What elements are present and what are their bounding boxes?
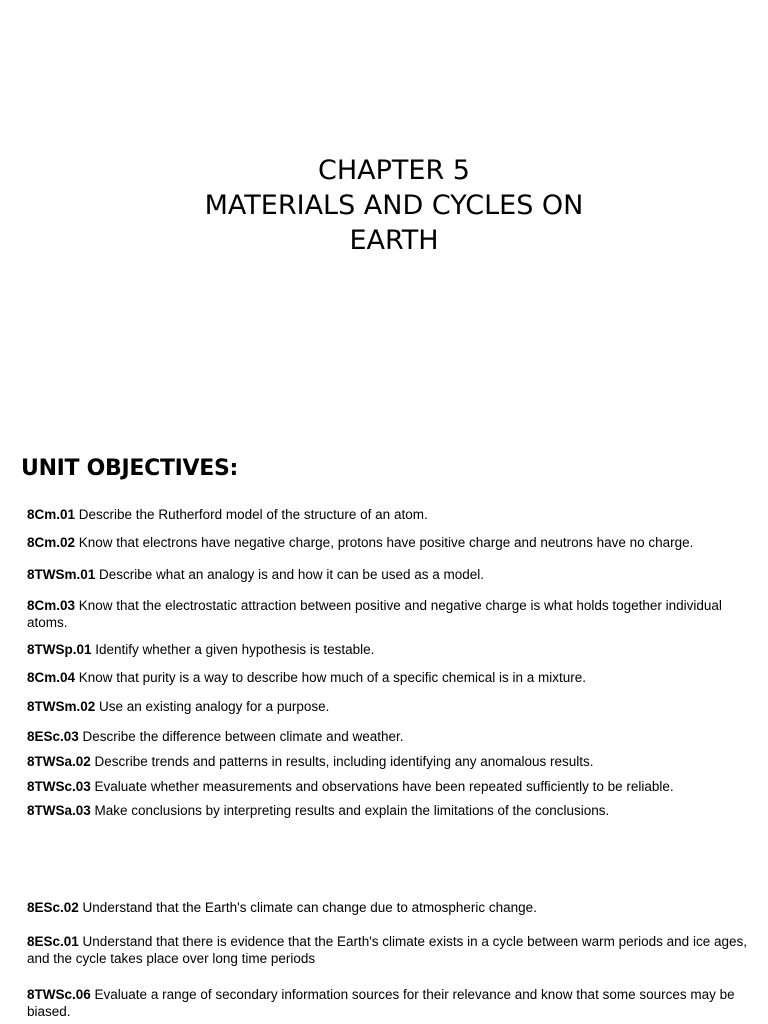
objective-code: 8Cm.01	[27, 507, 76, 522]
unit-objectives-heading: UNIT OBJECTIVES:	[21, 456, 239, 481]
objective-text: Describe what an analogy is and how it can be used as a model.	[95, 567, 485, 582]
objective-code: 8TWSm.02	[27, 699, 96, 714]
objective-code: 8TWSp.01	[27, 642, 92, 657]
objective-item	[27, 899, 749, 916]
objective-code: 8TWSc.06	[27, 987, 91, 1002]
objective-code: 8Cm.02	[27, 535, 76, 550]
objective-text: Describe the Rutherford model of the structure of an atom.	[75, 507, 428, 522]
objective-item	[27, 753, 749, 770]
objective-item	[27, 534, 749, 551]
objective-item	[27, 986, 749, 1020]
chapter-title-line-2: MATERIALS AND CYCLES ON	[204, 190, 584, 221]
objective-code: 8ESc.01	[27, 934, 79, 949]
chapter-title	[0, 153, 768, 258]
objective-text: Identify whether a given hypothesis is testable.	[91, 642, 375, 657]
objective-item	[27, 641, 749, 658]
chapter-title-line-1: CHAPTER 5	[318, 155, 470, 186]
objective-item	[27, 566, 749, 583]
objective-text: Understand that the Earth's climate can change due to atmospheric change.	[78, 900, 537, 915]
objective-code: 8ESc.02	[27, 900, 79, 915]
objective-code: 8TWSa.02	[27, 754, 91, 769]
objective-item	[27, 698, 749, 715]
objective-text: Make conclusions by interpreting results and explain the limitations of the conclusions.	[90, 803, 610, 818]
objective-code: 8Cm.03	[27, 598, 76, 613]
objective-item	[27, 597, 749, 631]
objective-text: Describe the difference between climate and weather.	[78, 729, 404, 744]
objective-text: Understand that there is evidence that the Earth's climate exists in a cycle between warm periods and ice ages, and the cycle takes place over long time periods	[27, 934, 747, 966]
objective-code: 8ESc.03	[27, 729, 79, 744]
objective-item	[27, 778, 749, 795]
objective-text: Know that electrons have negative charge, protons have positive charge and neutrons have no charge.	[75, 535, 694, 550]
objective-item	[27, 933, 749, 967]
objective-text: Evaluate a range of secondary information sources for their relevance and know that some sources may be biased.	[27, 987, 735, 1019]
objective-item	[27, 728, 749, 745]
objective-text: Describe trends and patterns in results, including identifying any anomalous results.	[90, 754, 594, 769]
objective-code: 8TWSa.03	[27, 803, 91, 818]
objective-code: 8TWSm.01	[27, 567, 96, 582]
objective-code: 8Cm.04	[27, 670, 76, 685]
objective-item	[27, 506, 749, 523]
objective-item	[27, 669, 749, 686]
objective-code: 8TWSc.03	[27, 779, 91, 794]
chapter-title-line-3: EARTH	[349, 225, 439, 256]
objective-item	[27, 802, 749, 819]
objective-text: Evaluate whether measurements and observations have been repeated sufficiently to be reliable.	[90, 779, 674, 794]
objective-text: Know that purity is a way to describe how much of a specific chemical is in a mixture.	[75, 670, 586, 685]
objective-text: Know that the electrostatic attraction between positive and negative charge is what holds together individual atoms.	[27, 598, 722, 630]
objective-text: Use an existing analogy for a purpose.	[95, 699, 330, 714]
